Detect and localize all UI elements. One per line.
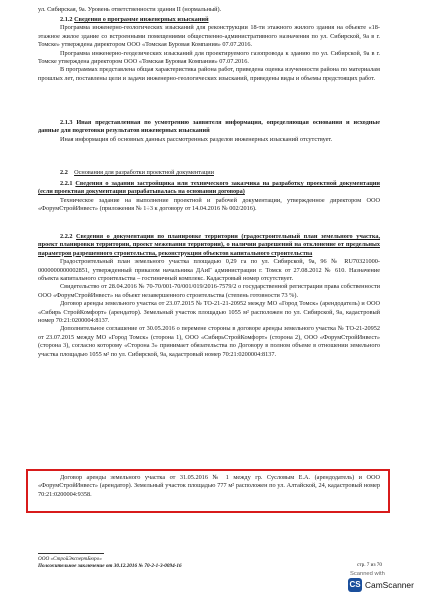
section-number: 2.2.2 [60, 233, 73, 240]
footer [38, 556, 382, 570]
section-title: Сведения о задании застройщика или технического заказчика на разработку проектной документации (если проектная документация разрабатывалась на основании договора) [38, 180, 380, 196]
section-title: Иная представленная по усмотрению заявителя информация, определяющая основания и исходные данные для подготовки результатов инженерных изысканий [38, 119, 381, 135]
paragraph: Свидетельство от 28.04.2016 № 70-70/001-70/001/019/2016-7579/2 о государственной регистрации права собственности ООО «ФорумСтройИнвест» на объект незавершенного строительства (степень готовности 73 %). [38, 283, 380, 299]
paragraph: ул. Сибирская, 9а. Уровень ответственности здания II (нормальный). [38, 6, 222, 13]
paragraph: Техническое задание на выполнение проектной и рабочей документации, утвержденное директором ООО «ФорумСтройИнвест» (приложения № 1÷3 к договору от 14.04.2016 № 002/2016). [38, 196, 380, 213]
section-2-2 [38, 169, 380, 177]
paragraph: Иная информация об основных данных рассмотренных разделов инженерных изысканий отсутствует. [60, 135, 333, 143]
footer-conclusion: Положительное заключение от 30.12.2016 № 70-2-1-3-0094-16 [38, 563, 182, 569]
section-number: 2.2.1 [60, 180, 73, 187]
page-number: стр. 7 из 70 [356, 562, 382, 568]
camscanner-logo-icon: CS [348, 578, 362, 592]
paragraph: Договор аренды земельного участка от 31.05.2016 № 1 между гр. Сусловым Е.А. (арендодатель) и ООО «ФорумСтройИнвест» (арендатор). Земельный участок площадью 777 м² расположен по ул. Алтайской, 24, кадастровый номер 70:21:0200004:9358. [38, 474, 380, 498]
paragraph: В программах представлена общая характеристика района работ, приведена оценка изученности района по материалам прошлых лет, поставлены цели и задачи инженерно-геологических изысканий, приведены виды и объемы предстоящих работ. [38, 66, 380, 82]
section-2-2-1 [38, 180, 380, 214]
paragraph: Градостроительный план земельного участка площадью 0,29 га по ул. Сибирской, 9а, 96 № RU70321000-0000000000002851, утвержденный приказом начальника ДАиГ администрации г. Томск от 27.08.2012 № 610. Назначение объекта капитального строительства – гостиничный комплекс. Кадастровый номер отсутствует. [38, 258, 380, 283]
section-2-2-2 [38, 233, 380, 359]
section-number: 2.1.2 [60, 16, 73, 23]
paragraph: Программа инженерно-геодезических изысканий для проектируемого газопровода к зданию по ул. Сибирской, 9а в г. Томске утверждена директором ООО «Томская Буровая Компания» 07.07.2016. [38, 49, 380, 66]
section-title: Основания для разработки проектной документации [74, 169, 214, 176]
highlighted-paragraph [38, 474, 380, 499]
text-fragment-top [38, 6, 380, 14]
section-2-1-2 [38, 16, 380, 83]
section-number: 2.1.3 [60, 119, 73, 126]
section-number: 2.2 [60, 169, 68, 176]
section-title: Сведения о документации по планировке территории (градостроительный план земельного участка, проект планировки территории, проект межевания территории), о наличии разрешений на отклонение от предельных параметров разрешенного строительства, реконструкции объектов капитального строительства [38, 233, 381, 257]
paragraph: Программа инженерно-геологических изысканий для реконструкции 18-ти этажного жилого здания на объекте «18-этажное жилое здание со встроенными помещениями общественно-административного назначения по ул. Сибирской, 9а в г. Томске» утверждена директором ООО «Томская Буровая Компания» 07.07.2016. [38, 24, 380, 49]
paragraph: Дополнительное соглашение от 30.05.2016 о перемене стороны в договоре аренды земельного участка № ТО-21-20952 от 23.07.2015 между МО «Город Томск» (сторона 1), ООО «СибирьСтройКомфорт» (сторона 2), ООО «ФорумСтройИнвест» (сторона 3), согласно которому «Сторона 3» принимает обязательства по Договору в полном объеме в отношении земельного участка площадью 1055 м² по ул. Сибирской, 9а, кадастровый номер 70:21:0200004:8137. [38, 325, 380, 358]
watermark-app-name: CamScanner [365, 580, 414, 590]
camscanner-watermark [332, 570, 418, 594]
watermark-caption: Scanned with [350, 571, 385, 577]
footer-divider [38, 553, 104, 554]
section-2-1-3 [38, 119, 380, 144]
section-title: Сведения о программе инженерных изысканий [74, 16, 209, 23]
footer-org: ООО «СтройЭкспертБюро» [38, 556, 102, 562]
paragraph: Договор аренды земельного участка от 23.07.2015 № ТО-21-21-20952 между МО «Город Томск» (арендодатель) и ООО «Сибирь СтройКомфорт» (арендатор). Земельный участок площадью 1055 м² расположен по ул. Сибирской, 9а, кадастровый номер 70:21:0200004:8137. [38, 300, 380, 325]
